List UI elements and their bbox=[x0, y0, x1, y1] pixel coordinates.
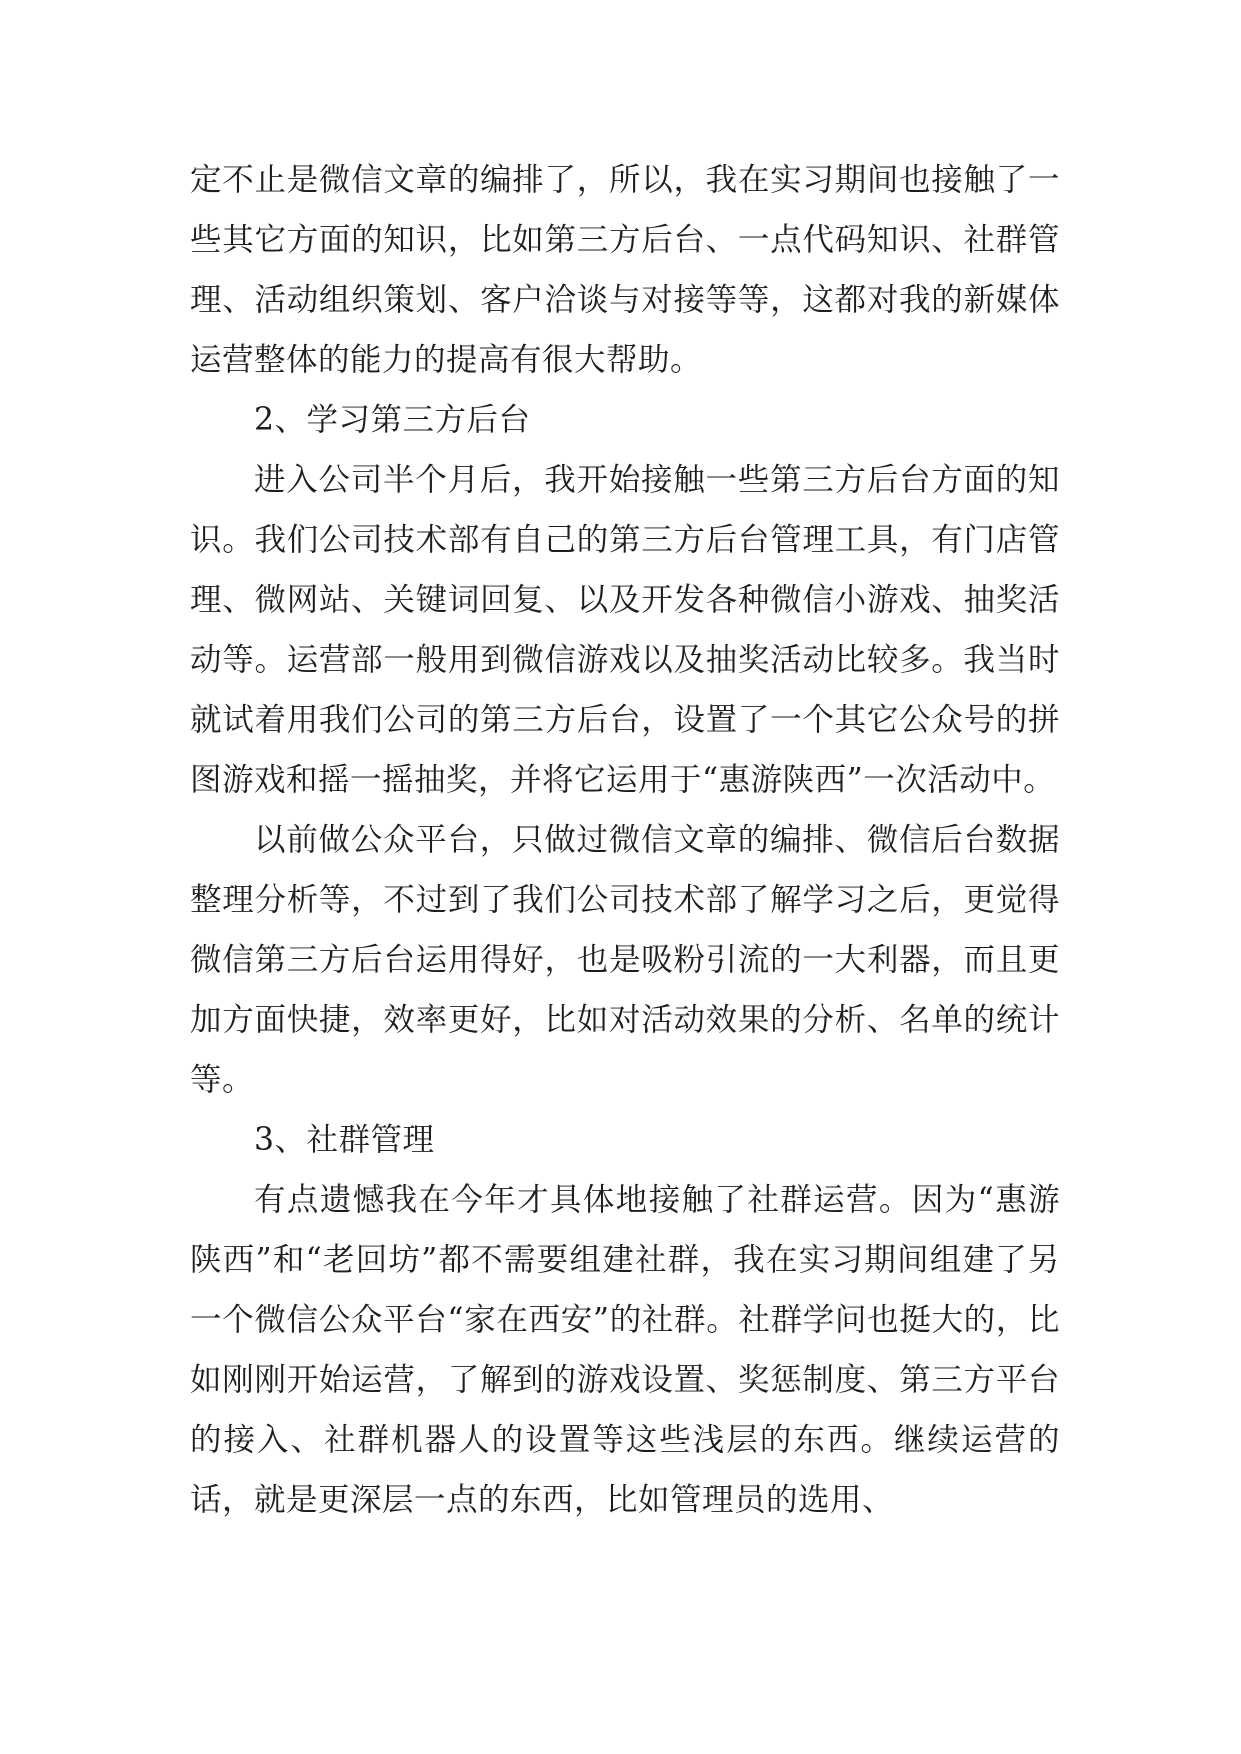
paragraph-continuation: 定不止是微信文章的编排了，所以，我在实习期间也接触了一些其它方面的知识，比如第三方后台、一点代码知识、社群管理、活动组织策划、客户洽谈与对接等等，这都对我的新媒体运营整体的能力的提高有很大帮助。 bbox=[190, 162, 1060, 378]
document-body bbox=[190, 150, 1060, 1530]
paragraph-public-platform: 以前做公众平台，只做过微信文章的编排、微信后台数据整理分析等，不过到了我们公司技术部了解学习之后，更觉得微信第三方后台运用得好，也是吸粉引流的一大利器，而且更加方面快捷，效率更好，比如对活动效果的分析、名单的统计等。 bbox=[190, 822, 1060, 1098]
section-heading-community-management: 3、社群管理 bbox=[254, 1122, 435, 1158]
paragraph-community-management: 有点遗憾我在今年才具体地接触了社群运营。因为“惠游陕西”和“老回坊”都不需要组建社群，我在实习期间组建了另一个微信公众平台“家在西安”的社群。社群学问也挺大的，比如刚刚开始运营，了解到的游戏设置、奖惩制度、第三方平台的接入、社群机器人的设置等这些浅层的东西。继续运营的话，就是更深层一点的东西，比如管理员的选用、 bbox=[190, 1182, 1060, 1518]
section-heading-third-party-backend: 2、学习第三方后台 bbox=[254, 402, 531, 438]
paragraph-third-party-backend: 进入公司半个月后，我开始接触一些第三方后台方面的知识。我们公司技术部有自己的第三方后台管理工具，有门店管理、微网站、关键词回复、以及开发各种微信小游戏、抽奖活动等。运营部一般用到微信游戏以及抽奖活动比较多。我当时就试着用我们公司的第三方后台，设置了一个其它公众号的拼图游戏和摇一摇抽奖，并将它运用于“惠游陕西”一次活动中。 bbox=[190, 462, 1060, 798]
